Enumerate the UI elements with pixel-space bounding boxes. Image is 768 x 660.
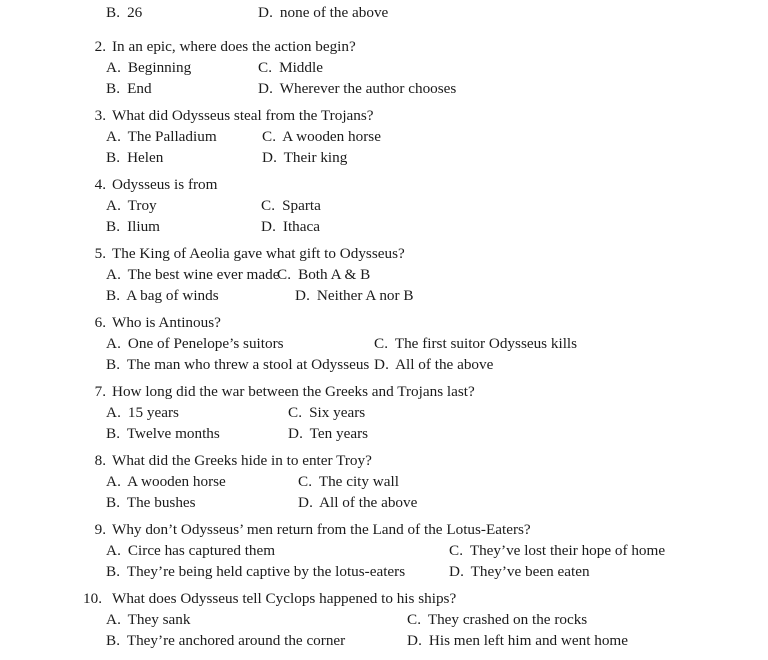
option-row: [0, 354, 768, 375]
option-b: [106, 492, 196, 513]
option-letter: A.: [106, 473, 125, 490]
option-letter: B.: [106, 563, 124, 580]
option-row: [0, 264, 768, 285]
option-text: Ithaca: [282, 218, 320, 235]
question-text: How long did the war between the Greeks and Trojans last?: [112, 383, 475, 400]
option-text: Middle: [279, 59, 323, 76]
option-d: [449, 561, 590, 582]
option-letter: B.: [106, 287, 124, 304]
option-row: [0, 630, 768, 651]
option-row: [0, 402, 768, 423]
option-text: Ilium: [127, 218, 160, 235]
option-c: [298, 471, 399, 492]
option-text: End: [127, 80, 152, 97]
option-letter: B.: [106, 494, 124, 511]
option-b: [106, 423, 220, 444]
option-c: [262, 126, 381, 147]
option-b: [106, 561, 405, 582]
question-prompt-line: [0, 588, 768, 609]
option-letter: B.: [106, 356, 124, 373]
option-letter: A.: [106, 611, 125, 628]
option-letter: A.: [106, 197, 125, 214]
question-number: 10.: [83, 590, 102, 607]
option-text: The man who threw a stool at Odysseus: [126, 356, 370, 373]
option-text: Beginning: [127, 59, 192, 76]
option-letter: D.: [258, 80, 277, 97]
question-number: 7.: [94, 383, 106, 400]
option-letter: D.: [407, 632, 426, 649]
partial-question-top: [0, 2, 768, 23]
option-row: [0, 540, 768, 561]
option-c: [277, 264, 370, 285]
option-text: Both A & B: [298, 266, 371, 283]
option-text: A bag of winds: [126, 287, 219, 304]
option-letter: A.: [106, 542, 125, 559]
option-text: The Palladium: [127, 128, 217, 145]
option-c: [449, 540, 665, 561]
question-number: 5.: [94, 245, 106, 262]
question-text: What did the Greeks hide in to enter Troy?: [112, 452, 372, 469]
option-letter: C.: [258, 59, 276, 76]
option-row: [0, 147, 768, 168]
option-text: The city wall: [318, 473, 399, 490]
option-text: Helen: [127, 149, 164, 166]
question-4: [0, 174, 768, 237]
option-text: A wooden horse: [282, 128, 381, 145]
option-d: [261, 216, 320, 237]
option-row: [0, 126, 768, 147]
option-text: The first suitor Odysseus kills: [394, 335, 578, 352]
option-text: All of the above: [395, 356, 494, 373]
option-letter: D.: [374, 356, 393, 373]
option-text: 15 years: [127, 404, 179, 421]
option-row: [0, 609, 768, 630]
option-a: [106, 126, 217, 147]
question-9: [0, 519, 768, 582]
option-letter: C.: [449, 542, 467, 559]
option-text: They crashed on the rocks: [427, 611, 588, 628]
option-letter: C.: [262, 128, 280, 145]
question-text: What did Odysseus steal from the Trojans?: [112, 107, 374, 124]
option-b: [106, 285, 219, 306]
option-letter: D.: [298, 494, 317, 511]
question-3: [0, 105, 768, 168]
question-number: 3.: [94, 107, 106, 124]
option-text: The bushes: [126, 494, 196, 511]
option-d: [258, 78, 456, 99]
option-d: [258, 2, 388, 23]
option-c: [288, 402, 365, 423]
option-letter: C.: [407, 611, 425, 628]
option-row: [0, 471, 768, 492]
question-7: [0, 381, 768, 444]
option-text: Six years: [309, 404, 366, 421]
option-row: [0, 195, 768, 216]
option-text: 26: [127, 4, 143, 21]
option-letter: D.: [262, 149, 281, 166]
option-a: [106, 264, 279, 285]
option-d: [295, 285, 414, 306]
option-letter: A.: [106, 128, 125, 145]
question-text: In an epic, where does the action begin?: [112, 38, 356, 55]
option-letter: C.: [261, 197, 279, 214]
option-letter: A.: [106, 335, 125, 352]
option-c: [407, 609, 587, 630]
option-row: [0, 423, 768, 444]
option-a: [106, 195, 157, 216]
question-number: 6.: [94, 314, 106, 331]
option-a: [106, 57, 191, 78]
option-c: [261, 195, 321, 216]
option-c: [374, 333, 577, 354]
question-prompt-line: [0, 243, 768, 264]
option-text: A wooden horse: [127, 473, 226, 490]
option-b: [106, 630, 345, 651]
option-letter: B.: [106, 632, 124, 649]
question-number: 2.: [94, 38, 106, 55]
question-8: [0, 450, 768, 513]
option-letter: B.: [106, 149, 124, 166]
option-text: They’ve lost their hope of home: [469, 542, 666, 559]
question-2: [0, 36, 768, 99]
option-letter: B.: [106, 218, 124, 235]
option-letter: A.: [106, 404, 125, 421]
question-text: Why don’t Odysseus’ men return from the Land of the Lotus-Eaters?: [112, 521, 531, 538]
option-text: The best wine ever made: [127, 266, 280, 283]
option-b: [106, 2, 142, 23]
option-text: One of Penelope’s suitors: [127, 335, 284, 352]
option-text: Ten years: [309, 425, 369, 442]
option-text: They’re being held captive by the lotus-eaters: [126, 563, 406, 580]
option-a: [106, 471, 226, 492]
option-b: [106, 78, 152, 99]
option-letter: C.: [277, 266, 295, 283]
option-letter: B.: [106, 425, 124, 442]
option-text: Their king: [283, 149, 348, 166]
option-text: They’re anchored around the corner: [126, 632, 346, 649]
option-row: [0, 216, 768, 237]
option-letter: B.: [106, 80, 124, 97]
option-a: [106, 540, 275, 561]
question-prompt-line: [0, 450, 768, 471]
question-10: [0, 588, 768, 651]
question-text: What does Odysseus tell Cyclops happened to his ships?: [112, 590, 457, 607]
question-text: The King of Aeolia gave what gift to Odysseus?: [112, 245, 405, 262]
question-prompt-line: [0, 105, 768, 126]
question-number: 4.: [94, 176, 106, 193]
option-row: [0, 492, 768, 513]
question-text: Who is Antinous?: [112, 314, 221, 331]
option-c: [258, 57, 323, 78]
question-prompt-line: [0, 381, 768, 402]
question-prompt-line: [0, 174, 768, 195]
option-text: Neither A nor B: [316, 287, 414, 304]
option-b: [106, 147, 163, 168]
question-6: [0, 312, 768, 375]
option-d: [262, 147, 347, 168]
option-a: [106, 333, 284, 354]
question-number: 8.: [94, 452, 106, 469]
option-a: [106, 402, 179, 423]
question-prompt-line: [0, 312, 768, 333]
option-letter: A.: [106, 266, 125, 283]
option-d: [288, 423, 368, 444]
option-letter: D.: [288, 425, 307, 442]
option-text: Troy: [127, 197, 157, 214]
option-row: [0, 2, 768, 23]
option-text: Wherever the author chooses: [279, 80, 457, 97]
option-a: [106, 609, 190, 630]
option-text: His men left him and went home: [428, 632, 628, 649]
question-prompt-line: [0, 519, 768, 540]
option-text: Sparta: [282, 197, 321, 214]
option-letter: C.: [374, 335, 392, 352]
option-letter: A.: [106, 59, 125, 76]
option-d: [407, 630, 628, 651]
option-row: [0, 561, 768, 582]
question-prompt-line: [0, 36, 768, 57]
option-text: All of the above: [319, 494, 418, 511]
option-text: They’ve been eaten: [470, 563, 590, 580]
option-text: Circe has captured them: [127, 542, 276, 559]
option-row: [0, 285, 768, 306]
option-row: [0, 57, 768, 78]
option-row: [0, 78, 768, 99]
option-letter: C.: [298, 473, 316, 490]
option-text: They sank: [127, 611, 191, 628]
question-5: [0, 243, 768, 306]
option-text: Twelve months: [126, 425, 220, 442]
option-row: [0, 333, 768, 354]
option-text: none of the above: [279, 4, 389, 21]
option-letter: D.: [258, 4, 277, 21]
option-letter: D.: [449, 563, 468, 580]
option-b: [106, 216, 160, 237]
option-letter: D.: [261, 218, 280, 235]
question-text: Odysseus is from: [112, 176, 218, 193]
option-letter: D.: [295, 287, 314, 304]
option-b: [106, 354, 369, 375]
question-number: 9.: [94, 521, 106, 538]
option-d: [298, 492, 417, 513]
option-letter: C.: [288, 404, 306, 421]
option-letter: B.: [106, 4, 124, 21]
option-d: [374, 354, 493, 375]
